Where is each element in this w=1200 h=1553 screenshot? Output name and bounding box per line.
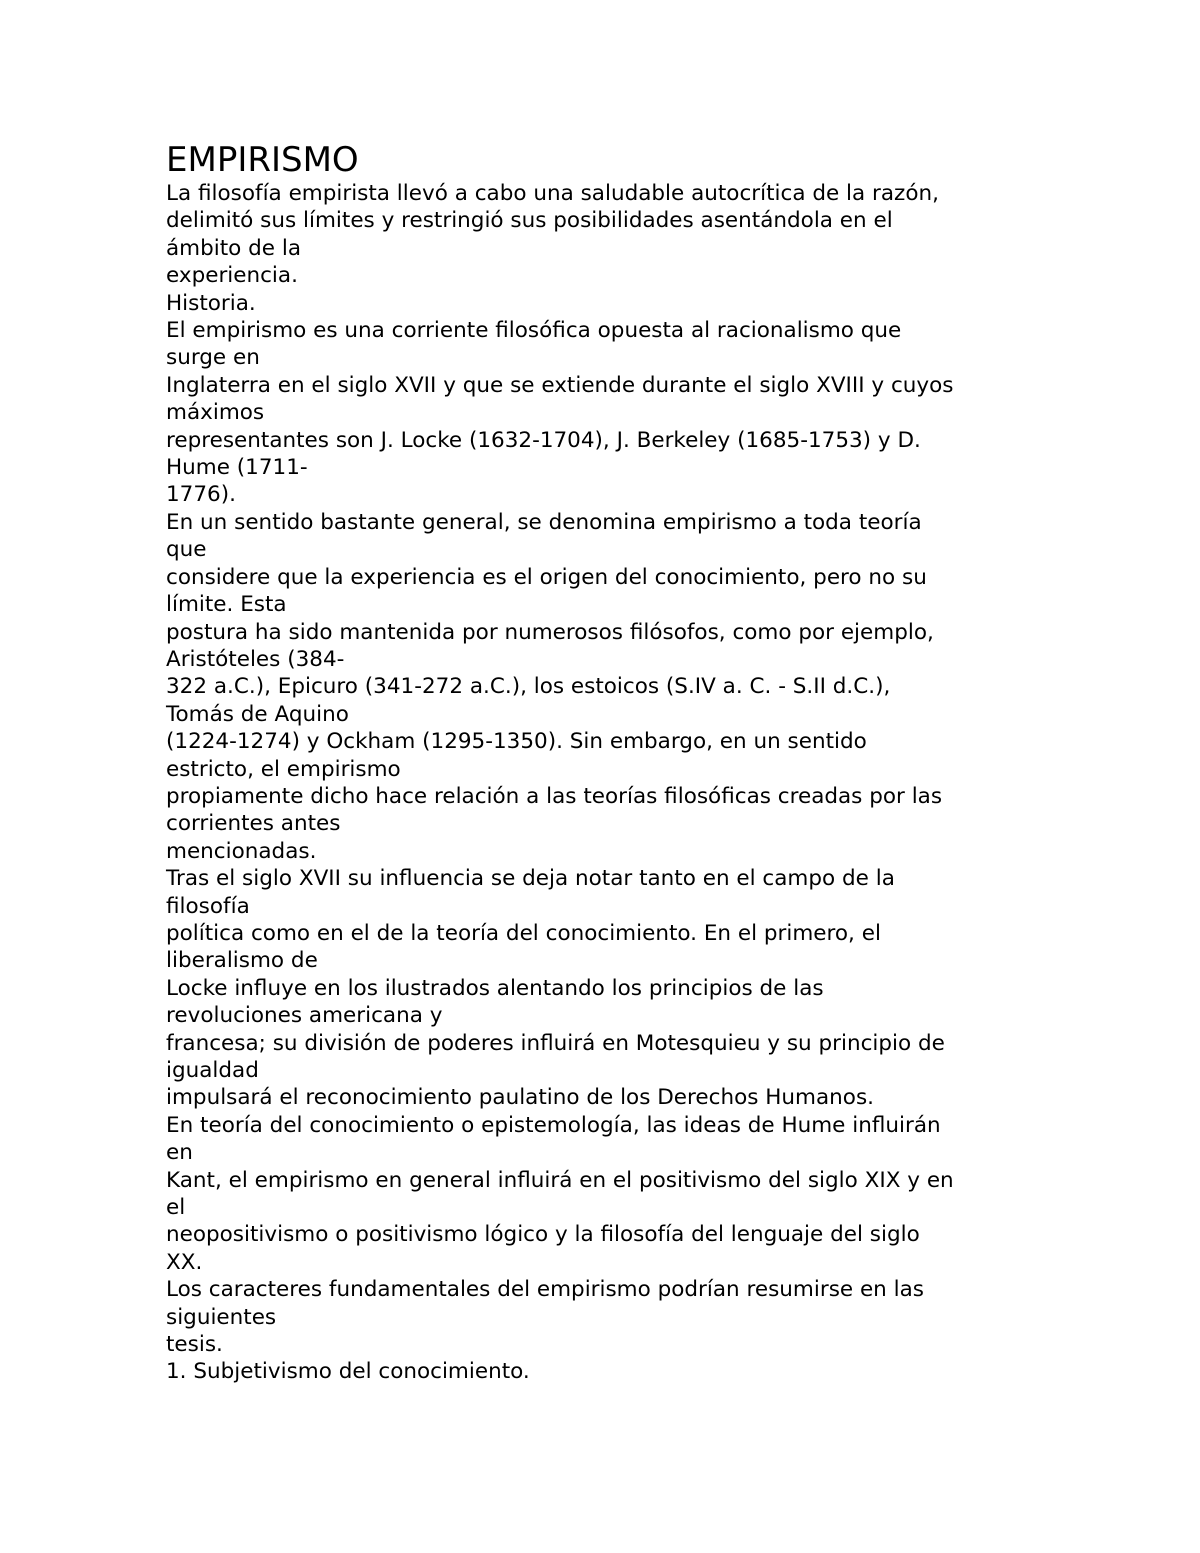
text-line: Inglaterra en el siglo XVII y que se extiende durante el siglo XVIII y cuyos [166, 372, 954, 398]
text-line: delimitó sus límites y restringió sus posibilidades asentándola en el [166, 208, 893, 234]
text-line: neopositivismo o positivismo lógico y la filosofía del lenguaje del siglo [166, 1222, 920, 1248]
text-line: corrientes antes [166, 811, 341, 837]
text-line: tesis. [166, 1332, 223, 1358]
text-line: representantes son J. Locke (1632-1704), J. Berkeley (1685-1753) y D. [166, 427, 921, 453]
text-line: 322 a.C.), Epicuro (341-272 a.C.), los estoicos (S.IV a. C. - S.II d.C.), [166, 674, 891, 700]
text-line: La filosofía empirista llevó a cabo una saludable autocrítica de la razón, [166, 181, 939, 206]
text-line: Los caracteres fundamentales del empirismo podrían resumirse en las [166, 1277, 924, 1303]
text-line: 1776). [166, 482, 236, 508]
text-line: propiamente dicho hace relación a las teorías filosóficas creadas por las [166, 783, 943, 809]
text-line: revoluciones americana y [166, 1003, 443, 1029]
text-line: igualdad [166, 1058, 259, 1083]
text-line: Kant, el empirismo en general influirá en el positivismo del siglo XIX y en [166, 1167, 954, 1193]
text-line: 1. Subjetivismo del conocimiento. [166, 1359, 530, 1385]
text-line: límite. Esta [166, 592, 287, 618]
text-line: estricto, el empirismo [166, 756, 401, 782]
text-line: El empirismo es una corriente filosófica opuesta al racionalismo que [166, 318, 902, 344]
text-line: Historia. [166, 290, 256, 316]
text-line: el [166, 1195, 186, 1221]
text-line: filosofía [166, 893, 250, 919]
document-title: EMPIRISMO [166, 140, 359, 180]
text-line: francesa; su división de poderes influirá en Motesquieu y su principio de [166, 1030, 945, 1056]
text-line: En un sentido bastante general, se denomina empirismo a toda teoría [166, 509, 922, 535]
text-line: Locke influye en los ilustrados alentando los principios de las [166, 975, 824, 1001]
text-line: En teoría del conocimiento o epistemología, las ideas de Hume influirán [166, 1112, 941, 1138]
text-line: experiencia. [166, 263, 298, 289]
text-line: siguientes [166, 1304, 277, 1330]
text-line: Tomás de Aquino [166, 701, 349, 727]
text-line: ámbito de la [166, 235, 302, 261]
text-line: en [166, 1140, 193, 1166]
text-line: (1224-1274) y Ockham (1295-1350). Sin embargo, en un sentido [166, 729, 867, 755]
text-line: Aristóteles (384- [166, 646, 345, 672]
text-line: Tras el siglo XVII su influencia se deja notar tanto en el campo de la [166, 866, 895, 892]
document-body [166, 140, 1046, 1386]
text-line: considere que la experiencia es el origen del conocimiento, pero no su [166, 564, 927, 590]
text-line: XX. [166, 1249, 203, 1275]
text-line: Hume (1711- [166, 455, 308, 481]
text-line: liberalismo de [166, 948, 318, 974]
text-line: impulsará el reconocimiento paulatino de los Derechos Humanos. [166, 1085, 874, 1111]
text-line: mencionadas. [166, 838, 317, 864]
text-line: máximos [166, 400, 265, 426]
text-line: política como en el de la teoría del conocimiento. En el primero, el [166, 920, 881, 946]
text-line: postura ha sido mantenida por numerosos filósofos, como por ejemplo, [166, 619, 934, 645]
document-text [166, 180, 1046, 1386]
text-line: que [166, 537, 207, 563]
text-line: surge en [166, 345, 260, 371]
